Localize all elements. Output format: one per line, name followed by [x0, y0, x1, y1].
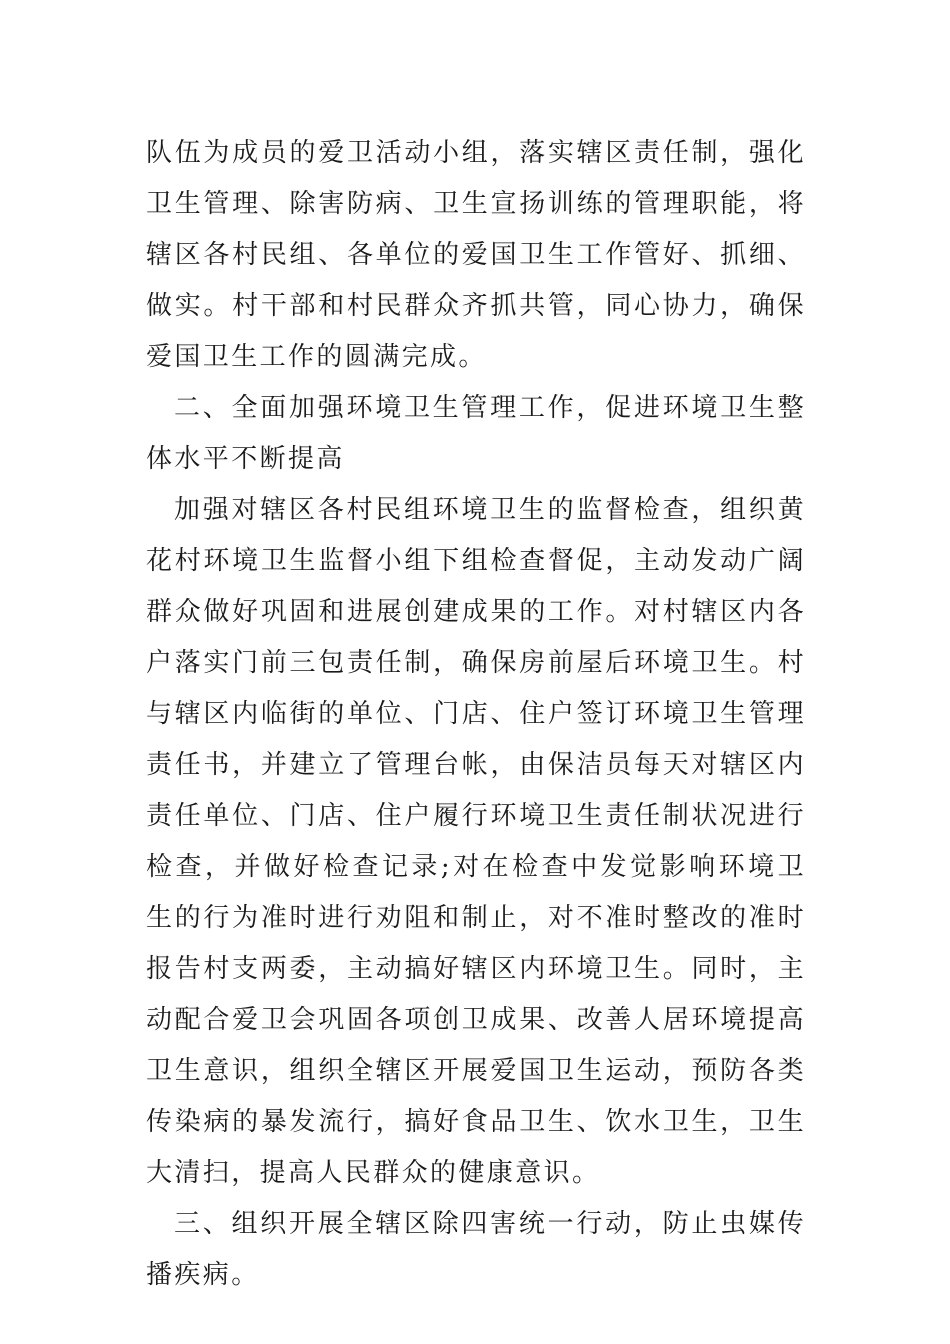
paragraph-environment: 加强对辖区各村民组环境卫生的监督检查，组织黄花村环境卫生监督小组下组检查督促，主动发动广阔群众做好巩固和进展创建成果的工作。对村辖区内各户落实门前三包责任制，确保房前屋后环境卫生。村与辖区内临街的单位、门店、住户签订环境卫生管理责任书，并建立了管理台帐，由保洁员每天对辖区内责任单位、门店、住户履行环境卫生责任制状况进行检查，并做好检查记录;对在检查中发觉影响环境卫生的行为准时进行劝阻和制止，对不准时整改的准时报告村支两委，主动搞好辖区内环境卫生。同时，主动配合爱卫会巩固各项创卫成果、改善人居环境提高卫生意识，组织全辖区开展爱国卫生运动，预防各类传染病的暴发流行，搞好食品卫生、饮水卫生，卫生大清扫，提高人民群众的健康意识。 [146, 495, 806, 1188]
section-heading-2: 二、全面加强环境卫生管理工作，促进环境卫生整体水平不断提高 [146, 393, 806, 474]
paragraph-continuation: 队伍为成员的爱卫活动小组，落实辖区责任制，强化卫生管理、除害防病、卫生宣扬训练的管理职能，将辖区各村民组、各单位的爱国卫生工作管好、抓细、做实。村干部和村民群众齐抓共管，同心协力，确保爱国卫生工作的圆满完成。 [146, 138, 806, 372]
document-body [146, 128, 806, 1301]
section-heading-3: 三、组织开展全辖区除四害统一行动，防止虫媒传播疾病。 [146, 1209, 806, 1290]
